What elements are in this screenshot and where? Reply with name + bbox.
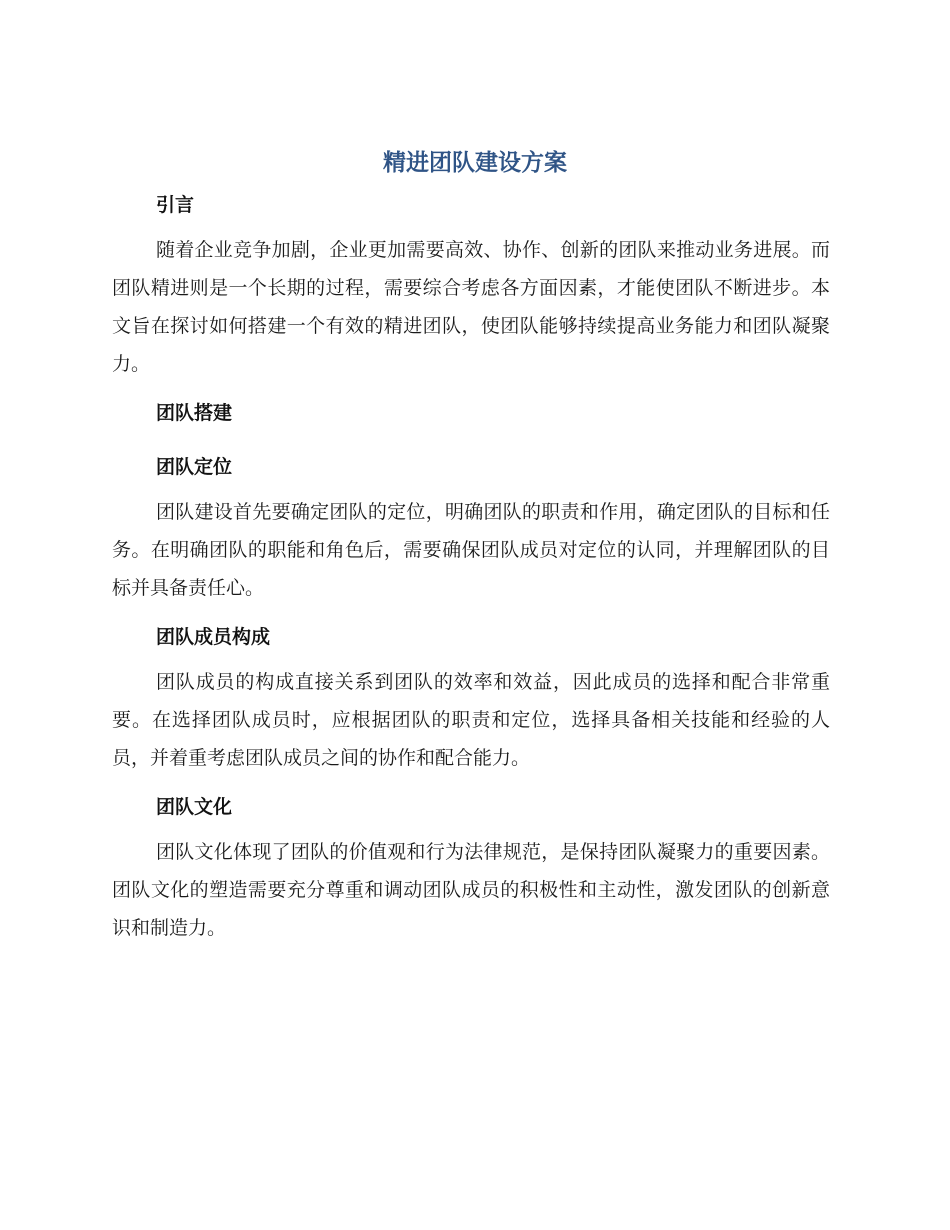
section-heading-intro: 引言 xyxy=(156,194,195,216)
section-heading-positioning: 团队定位 xyxy=(156,456,233,478)
section-heading-team-build: 团队搭建 xyxy=(156,402,233,424)
document-body xyxy=(112,188,830,947)
members-paragraph: 团队成员的构成直接关系到团队的效率和效益，因此成员的选择和配合非常重要。在选择团队成员时，应根据团队的职责和定位，选择具备相关技能和经验的人员，并着重考虑团队成员之间的协作和配合能力。 xyxy=(112,671,830,769)
section-heading-culture: 团队文化 xyxy=(156,796,233,818)
document-title: 精进团队建设方案 xyxy=(383,150,567,176)
culture-paragraph: 团队文化体现了团队的价值观和行为法律规范，是保持团队凝聚力的重要因素。团队文化的塑造需要充分尊重和调动团队成员的积极性和主动性，激发团队的创新意识和制造力。 xyxy=(112,841,830,939)
section-heading-members: 团队成员构成 xyxy=(156,626,271,648)
positioning-paragraph: 团队建设首先要确定团队的定位，明确团队的职责和作用，确定团队的目标和任务。在明确团队的职能和角色后，需要确保团队成员对定位的认同，并理解团队的目标并具备责任心。 xyxy=(112,501,830,599)
intro-paragraph: 随着企业竞争加剧，企业更加需要高效、协作、创新的团队来推动业务进展。而团队精进则是一个长期的过程，需要综合考虑各方面因素，才能使团队不断进步。本文旨在探讨如何搭建一个有效的精进团队，使团队能够持续提高业务能力和团队凝聚力。 xyxy=(112,239,830,375)
